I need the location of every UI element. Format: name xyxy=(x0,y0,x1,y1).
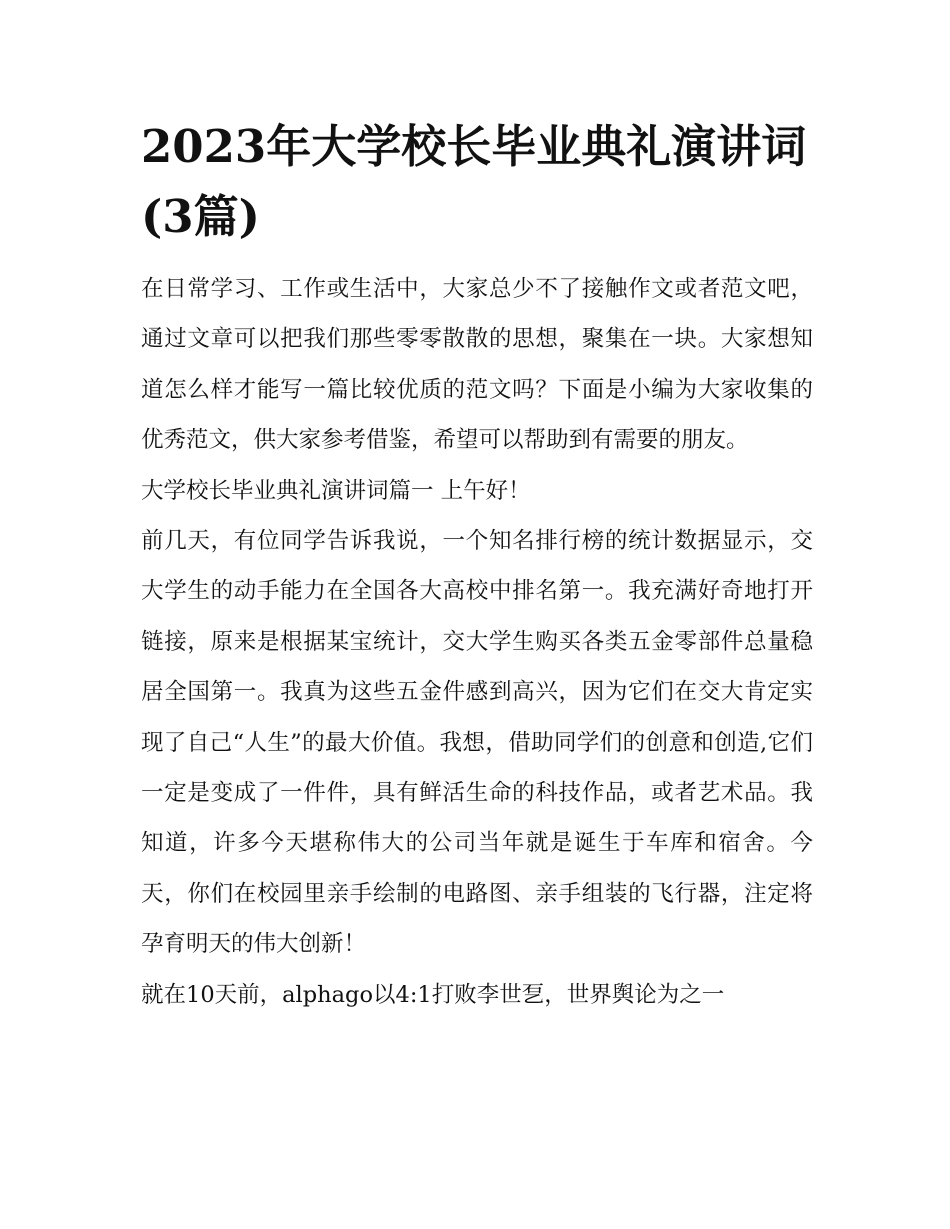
document-page xyxy=(141,112,813,1020)
paragraph-alphago: 就在10天前，alphago以4:1打败李世乭，世界舆论为之一 xyxy=(141,981,725,1008)
document-title: 2023年大学校长毕业典礼演讲词(3篇) xyxy=(141,120,807,243)
paragraph-intro: 在日常学习、工作或生活中，大家总少不了接触作文或者范文吧，通过文章可以把我们那些零零散散的思想，聚集在一块。大家想知道怎么样才能写一篇比较优质的范文吗？下面是小编为大家收集的优秀范文，供大家参考借鉴，希望可以帮助到有需要的朋友。 xyxy=(141,276,813,454)
paragraph-speech-body: 前几天，有位同学告诉我说，一个知名排行榜的统计数据显示，交大学生的动手能力在全国各大高校中排名第一。我充满好奇地打开链接，原来是根据某宝统计，交大学生购买各类五金零部件总量稳居全国第一。我真为这些五金件感到高兴，因为它们在交大肯定实现了自己“人生”的最大价值。我想，借助同学们的创意和创造,它们一定是变成了一件件，具有鲜活生命的科技作品，或者艺术品。我知道，许多今天堪称伟大的公司当年就是诞生于车库和宿舍。今天，你们在校园里亲手绘制的电路图、亲手组装的飞行器，注定将孕育明天的伟大创新！ xyxy=(141,528,813,958)
paragraph-speech-heading: 大学校长毕业典礼演讲词篇一 上午好！ xyxy=(141,477,531,504)
document-body xyxy=(141,264,813,1020)
